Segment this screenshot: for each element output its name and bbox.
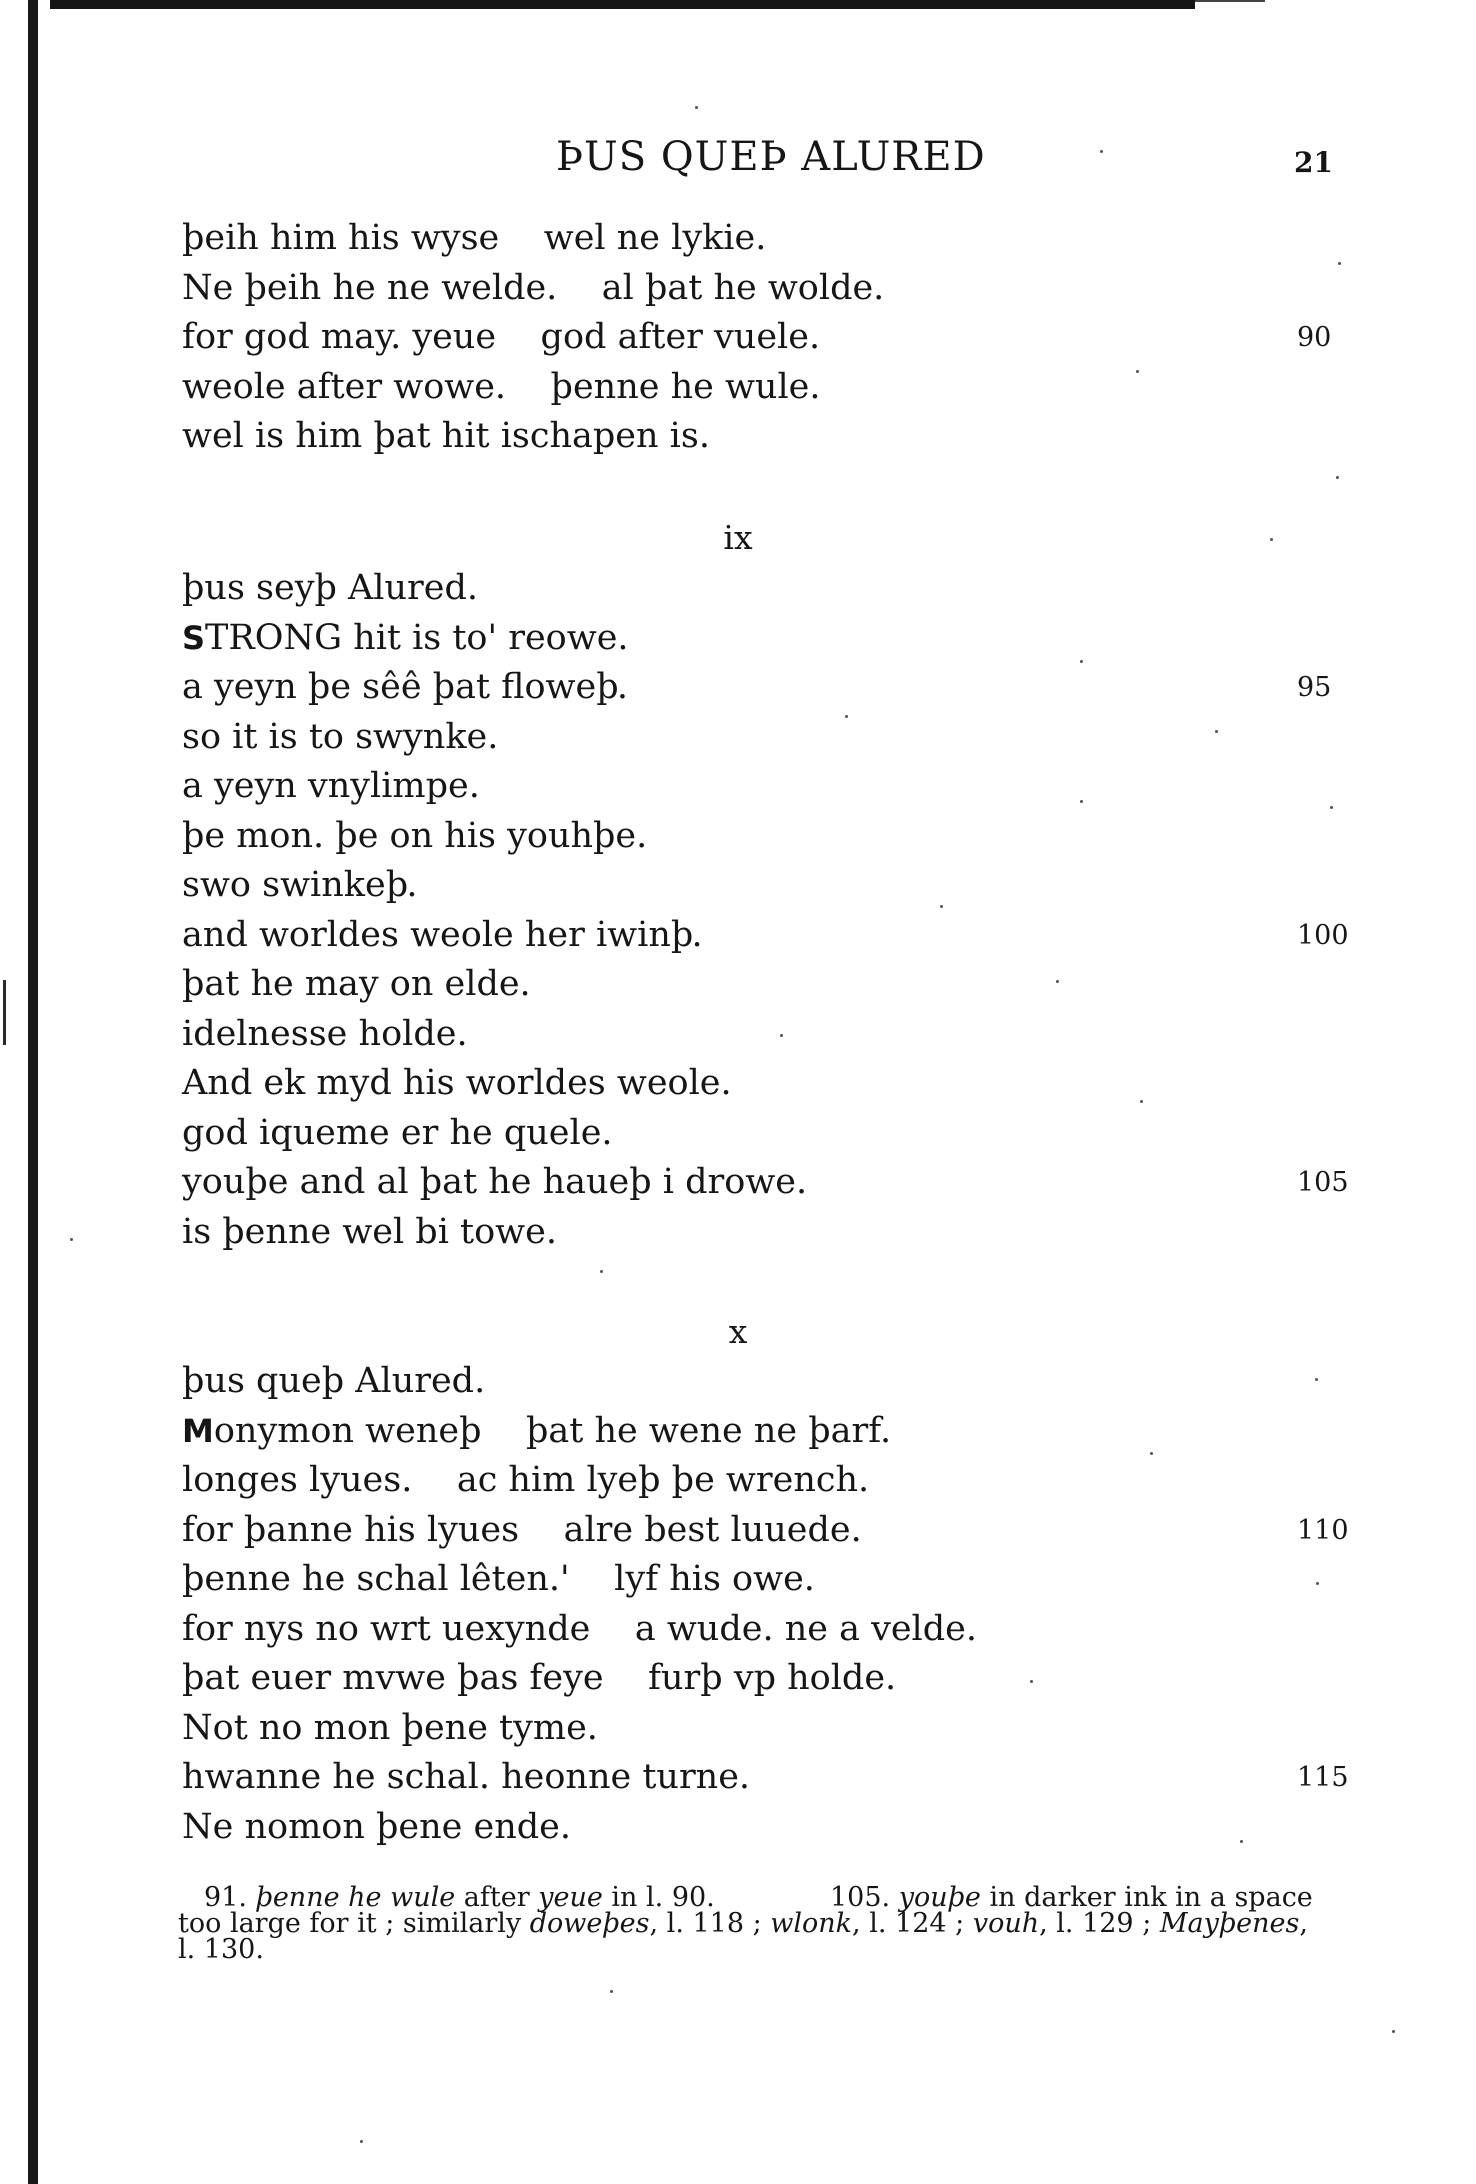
line-number: 115 (1297, 1762, 1349, 1793)
paper-speck (610, 1990, 613, 1993)
verse-line: so it is to swynke. (182, 716, 499, 757)
verse-line: for þanne his lyues alre best luuede. 110 (182, 1506, 1342, 1556)
footnotes (178, 1882, 1328, 1965)
paper-speck (1100, 150, 1103, 153)
paper-speck (1080, 660, 1083, 663)
verse-line: Ne nomon þene ende. (182, 1806, 571, 1847)
paper-speck (780, 1034, 783, 1037)
paper-speck (1392, 2030, 1395, 2033)
paper-speck (1316, 1582, 1319, 1585)
paper-speck (1030, 1680, 1033, 1683)
verse-line: idelnesse holde. (182, 1013, 468, 1054)
footnote-line: 91. þenne he wule after yeue in l. 90. 105. youþe in darker ink in a space (204, 1882, 1313, 1913)
verse-line: a yeyn vnylimpe. (182, 766, 480, 806)
paper-speck (1270, 538, 1273, 541)
footnote-line: l. 130. (178, 1934, 264, 1965)
paper-speck (1315, 1378, 1318, 1381)
top-rule-thin (1195, 0, 1265, 2)
paper-speck (360, 2140, 363, 2143)
section-viii-end (182, 214, 1342, 462)
paper-speck (1080, 800, 1083, 803)
binding-edge (28, 0, 38, 2184)
verse-line: for nys no wrt uexynde a wude. ne a velde. (182, 1608, 977, 1649)
verse-line: Not no mon þene tyme. (182, 1707, 598, 1748)
verse-line: hwanne he schal. heonne turne. 115 (182, 1753, 1342, 1803)
verse-line: Monymon weneþ þat he wene ne þarf. (182, 1410, 892, 1451)
verse-line: swo swinkeþ. (182, 865, 418, 905)
verse-line: a yeyn þe sêê þat floweþ. 95 (182, 663, 1342, 713)
running-title: ÞUS QUEÞ ALURED (556, 134, 986, 180)
verse-line: for god may. yeue god after vuele. 90 (182, 313, 1342, 363)
verse-line: þus queþ Alured. (182, 1361, 486, 1401)
verse-line: weole after wowe. þenne he wule. (182, 366, 821, 407)
verse-line: god iqueme er he quele. (182, 1112, 613, 1153)
verse-line: STRONG hit is to' reowe. (182, 617, 629, 658)
line-number: 90 (1297, 322, 1332, 353)
paper-speck (1150, 1452, 1153, 1455)
binding-mark (3, 980, 6, 1045)
paper-speck (1330, 806, 1333, 809)
verse-line: þat he may on elde. (182, 964, 531, 1004)
verse-line: þat euer mvwe þas feye furþ vp holde. (182, 1658, 897, 1698)
paper-speck (1056, 980, 1059, 983)
paper-speck (1240, 1840, 1243, 1843)
verse-line: youþe and al þat he haueþ i drowe. 105 (182, 1158, 1342, 1208)
line-number: 110 (1297, 1514, 1349, 1546)
paper-speck (845, 715, 848, 718)
verse-line: þus seyþ Alured. (182, 568, 478, 608)
line-number: 95 (1297, 672, 1332, 703)
verse-line: is þenne wel bi towe. (182, 1211, 557, 1252)
verse-line: Ne þeih he ne welde. al þat he wolde. (182, 267, 885, 308)
verse-line: And ek myd his worldes weole. (182, 1063, 732, 1103)
verse-line: þeih him his wyse wel ne lykie. (182, 218, 767, 258)
footnote-line: too large for it ; similarly doweþes, l. 118 ; wlonk, l. 124 ; vouh, l. 129 ; Mayþenes, (178, 1908, 1308, 1939)
drop-capital: S (182, 618, 206, 657)
paper-speck (1215, 730, 1218, 733)
running-header (0, 134, 1476, 184)
section-heading-x: x (728, 1312, 748, 1351)
paper-speck (70, 1238, 73, 1241)
paper-speck (1336, 476, 1339, 479)
top-rule (50, 0, 1195, 9)
paper-speck (1338, 262, 1341, 265)
verse-line: wel is him þat hit ischapen is. (182, 416, 710, 456)
paper-speck (1140, 1100, 1143, 1103)
line-number: 100 (1297, 919, 1349, 951)
drop-capital: M (182, 1411, 214, 1450)
paper-speck (940, 905, 943, 908)
line-number: 105 (1297, 1167, 1349, 1198)
verse-line: þenne he schal lêten.' lyf his owe. (182, 1559, 815, 1599)
section-x (182, 1357, 1349, 1852)
paper-speck (695, 106, 698, 109)
verse-line: þe mon. þe on his youhþe. (182, 815, 648, 856)
section-heading-ix: ix (723, 518, 753, 557)
page-number: 21 (1294, 146, 1333, 179)
verse-line: and worldes weole her iwinþ. 100 (182, 911, 1342, 961)
verse-line: longes lyues. ac him lyeþ þe wrench. (182, 1460, 870, 1500)
paper-speck (1136, 370, 1139, 373)
section-ix (182, 564, 1349, 1257)
paper-speck (600, 1270, 603, 1273)
